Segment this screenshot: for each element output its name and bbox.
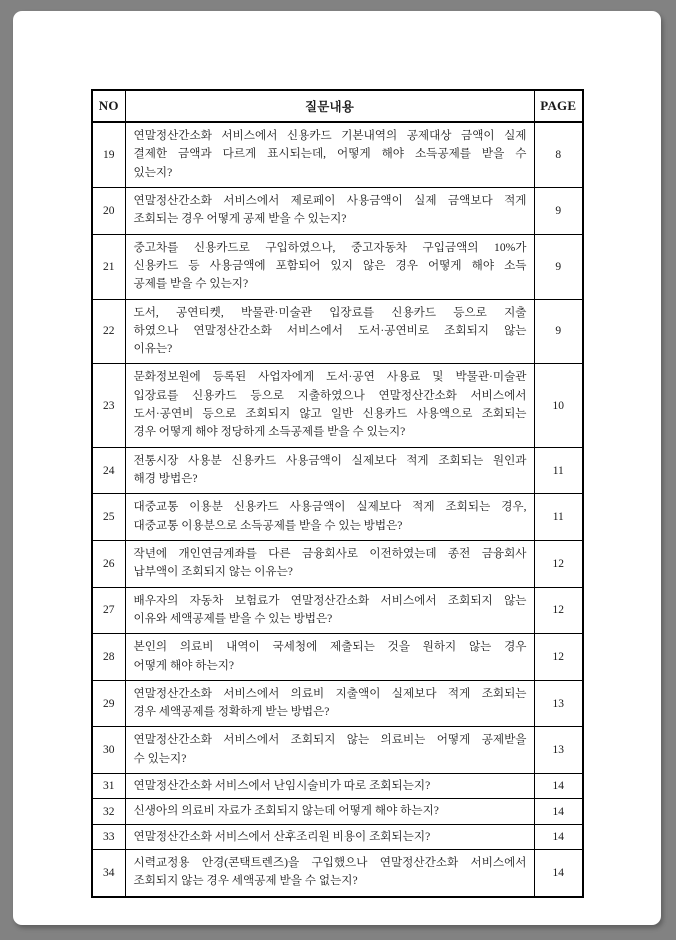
cell-page: 9 [534, 299, 583, 364]
question-line: 경우 어떻게 해야 정당하게 소득공제를 받을 수 있는지? [133, 425, 406, 439]
cell-no: 33 [92, 824, 125, 849]
cell-question [125, 680, 534, 727]
question-line: 공제를 받을 수 있는지? [133, 277, 249, 291]
cell-no: 21 [92, 234, 125, 299]
cell-no: 27 [92, 587, 125, 634]
cell-question [125, 122, 534, 187]
question-line: 결제한 금액과 다르게 표시되는데, 어떻게 해야 소득공제를 받을 수 [133, 147, 527, 161]
cell-question [125, 727, 534, 774]
question-line: 있는지? [133, 165, 173, 179]
table-row [92, 447, 583, 494]
question-line: 전통시장 사용분 신용카드 사용금액이 실제보다 적게 조회되는 원인과 [133, 453, 527, 467]
question-line: 문화정보원에 등록된 사업자에게 도서·공연 사용료 및 박물관·미술관 [133, 370, 527, 384]
cell-page: 14 [534, 824, 583, 849]
cell-no: 30 [92, 727, 125, 774]
cell-question [125, 364, 534, 447]
column-header-page: PAGE [534, 90, 583, 122]
table-header [92, 90, 583, 122]
question-line: 입장료를 신용카드 등으로 지출하였으나 연말정산간소화 서비스에서 [133, 388, 527, 402]
cell-page: 8 [534, 122, 583, 187]
cell-no: 28 [92, 634, 125, 681]
cell-page: 12 [534, 587, 583, 634]
table-row [92, 850, 583, 897]
table-row [92, 774, 583, 799]
cell-page: 13 [534, 680, 583, 727]
page-content-area [91, 89, 582, 898]
cell-page: 14 [534, 850, 583, 897]
question-line: 조회되지 않는 경우 세액공제 받을 수 없는지? [133, 874, 358, 888]
cell-page: 10 [534, 364, 583, 447]
cell-page: 14 [534, 799, 583, 824]
question-line: 수 있는지? [133, 751, 187, 765]
column-header-no: NO [92, 90, 125, 122]
cell-no: 24 [92, 447, 125, 494]
question-line: 신생아의 의료비 자료가 조회되지 않는데 어떻게 해야 하는지? [133, 804, 439, 818]
question-line: 연말정산간소화 서비스에서 신용카드 기본내역의 공제대상 금액이 실제 [133, 129, 527, 142]
question-line: 도서·공연비 등으로 조회되지 않고 일반 신용카드 사용액으로 조회되는 [133, 407, 527, 421]
question-line: 연말정산간소화 서비스에서 의료비 지출액이 실제보다 적게 조회되는 [133, 686, 527, 700]
table-body [92, 122, 583, 897]
cell-question [125, 447, 534, 494]
question-line: 연말정산간소화 서비스에서 산후조리원 비용이 조회되는지? [133, 829, 431, 843]
cell-no: 23 [92, 364, 125, 447]
cell-question [125, 299, 534, 364]
table-row [92, 824, 583, 849]
cell-no: 29 [92, 680, 125, 727]
faq-table [91, 89, 584, 898]
table-row [92, 540, 583, 587]
question-line: 본인의 의료비 내역이 국세청에 제출되는 것을 원하지 않는 경우 [133, 640, 527, 654]
cell-no: 22 [92, 299, 125, 364]
cell-no: 32 [92, 799, 125, 824]
cell-question [125, 234, 534, 299]
cell-page: 13 [534, 727, 583, 774]
question-line: 해경 방법은? [133, 472, 198, 485]
question-line: 배우자의 자동차 보험료가 연말정산간소화 서비스에서 조회되지 않는 [133, 593, 527, 607]
question-line: 도서, 공연티켓, 박물관·미술관 입장료를 신용카드 등으로 지출 [133, 305, 527, 319]
cell-page: 14 [534, 774, 583, 799]
cell-question [125, 774, 534, 799]
cell-no: 26 [92, 540, 125, 587]
question-line: 경우 세액공제를 정확하게 받는 방법은? [133, 705, 330, 719]
table-row [92, 187, 583, 234]
question-line: 이유와 세액공제를 받을 수 있는 방법은? [133, 611, 333, 625]
question-line: 연말정산간소화 서비스에서 제로페이 사용금액이 실제 금액보다 적게 [133, 193, 527, 207]
question-line: 대중교통 이용분 신용카드 사용금액이 실제보다 적게 조회되는 경우, [133, 500, 527, 514]
cell-page: 12 [534, 634, 583, 681]
question-line: 조회되는 경우 어떻게 공제 받을 수 있는지? [133, 212, 347, 226]
question-line: 대중교통 이용분으로 소득공제를 받을 수 있는 방법은? [133, 518, 403, 532]
cell-question [125, 494, 534, 541]
cell-no: 34 [92, 850, 125, 897]
cell-question [125, 587, 534, 634]
table-row [92, 680, 583, 727]
cell-page: 11 [534, 494, 583, 541]
cell-page: 9 [534, 187, 583, 234]
question-line: 연말정산간소화 서비스에서 난임시술비가 따로 조회되는지? [133, 779, 431, 793]
cell-question [125, 850, 534, 897]
cell-page: 11 [534, 447, 583, 494]
cell-no: 19 [92, 122, 125, 187]
cell-no: 31 [92, 774, 125, 799]
question-line: 하였으나 연말정산간소화 서비스에서 도서·공연비로 조회되지 않는 [133, 323, 527, 337]
question-line: 어떻게 해야 하는지? [133, 658, 235, 672]
table-row [92, 587, 583, 634]
question-line: 납부액이 조회되지 않는 이유는? [133, 565, 293, 579]
table-row [92, 122, 583, 187]
table-row [92, 727, 583, 774]
cell-no: 25 [92, 494, 125, 541]
question-line: 연말정산간소화 서비스에서 조회되지 않는 의료비는 어떻게 공제받을 [133, 733, 527, 747]
cell-question [125, 187, 534, 234]
cell-question [125, 540, 534, 587]
cell-question [125, 824, 534, 849]
table-row [92, 299, 583, 364]
column-header-question: 질문내용 [125, 90, 534, 122]
cell-question [125, 634, 534, 681]
table-row [92, 234, 583, 299]
question-line: 중고차를 신용카드로 구입하였으나, 중고자동차 구입금액의 10%가 [133, 240, 527, 254]
cell-question [125, 799, 534, 824]
cell-page: 12 [534, 540, 583, 587]
cell-page: 9 [534, 234, 583, 299]
question-line: 이유는? [133, 342, 173, 356]
question-line: 신용카드 등 사용금액에 포함되어 있지 않은 경우 어떻게 해야 소득 [133, 258, 527, 272]
question-line: 작년에 개인연금계좌를 다른 금융회사로 이전하였는데 종전 금융회사 [133, 546, 527, 560]
document-page [13, 11, 661, 925]
table-row [92, 799, 583, 824]
table-row [92, 634, 583, 681]
question-line: 시력교정용 안경(콘택트렌즈)을 구입했으나 연말정산간소화 서비스에서 [133, 856, 527, 869]
table-header-row [92, 90, 583, 122]
table-row [92, 494, 583, 541]
table-row [92, 364, 583, 447]
cell-no: 20 [92, 187, 125, 234]
